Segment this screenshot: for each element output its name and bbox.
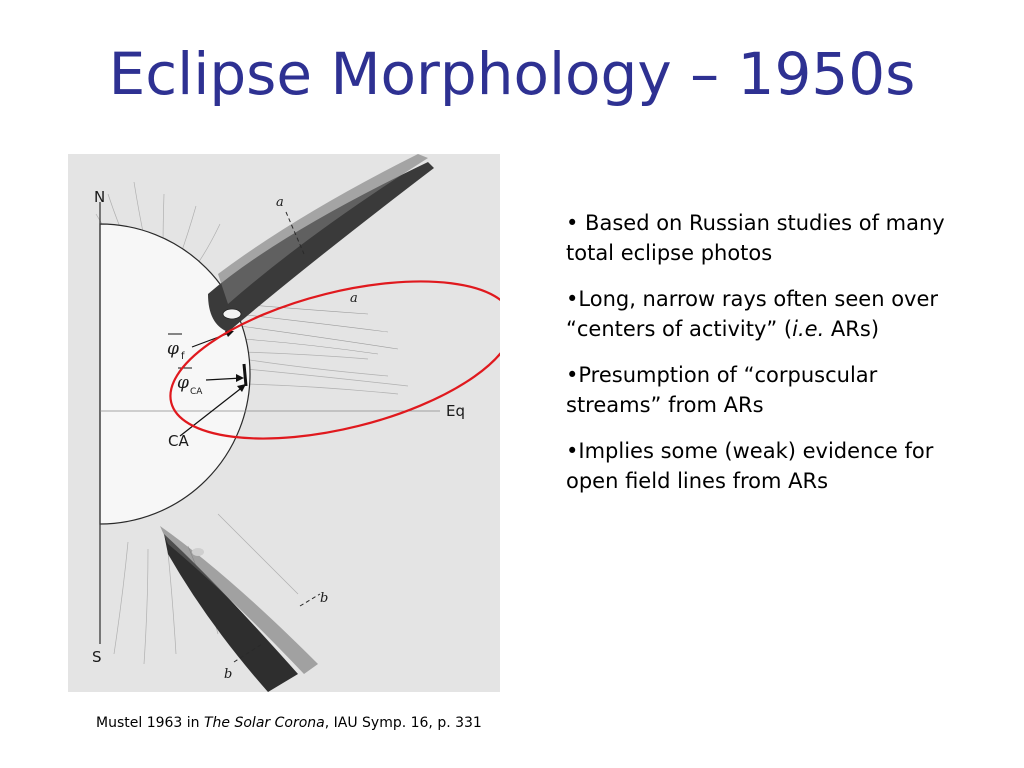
ray-b-top-label: b (320, 591, 329, 606)
phi-ca-symbol: φ (177, 373, 189, 393)
bullet-item (566, 208, 956, 268)
active-region-spot (223, 309, 241, 319)
bullet-item (566, 360, 956, 420)
bullet-italic-text: i.e. (792, 317, 825, 341)
eclipse-diagram (68, 154, 500, 692)
ray-a-mid-label: a (350, 291, 358, 306)
bullet-text: • Based on Russian studies of many total eclipse photos (566, 211, 945, 265)
figure-caption (96, 713, 482, 733)
bullet-text: •Long, narrow rays often seen over “centers of activity” ( (566, 287, 939, 341)
slide-title: Eclipse Morphology – 1950s (108, 40, 916, 108)
caption-author: Mustel 1963 in (96, 715, 204, 731)
caption-source-title: The Solar Corona (203, 715, 325, 731)
ca-marker (244, 364, 246, 386)
bullet-item (566, 284, 956, 344)
ray-a-top-label: a (276, 195, 284, 210)
caption-reference: , IAU Symp. 16, p. 331 (324, 715, 482, 731)
ray-b-bottom-label: b (224, 667, 233, 682)
phi-f-subscript: f (181, 351, 185, 362)
ca-label: CA (168, 432, 189, 450)
bullet-text-after: ARs) (824, 317, 880, 341)
phi-f-symbol: φ (167, 339, 179, 359)
south-label: S (92, 648, 102, 666)
equator-label: Eq (446, 402, 465, 420)
north-label: N (94, 188, 106, 206)
eclipse-diagram-svg (68, 154, 500, 692)
phi-ca-subscript: CA (190, 387, 203, 397)
polar-region-spot (192, 548, 204, 556)
bullet-text: •Implies some (weak) evidence for open field lines from ARs (566, 439, 934, 493)
bullet-item (566, 436, 956, 496)
bullet-list (566, 208, 956, 512)
bullet-text: •Presumption of “corpuscular streams” from ARs (566, 363, 878, 417)
